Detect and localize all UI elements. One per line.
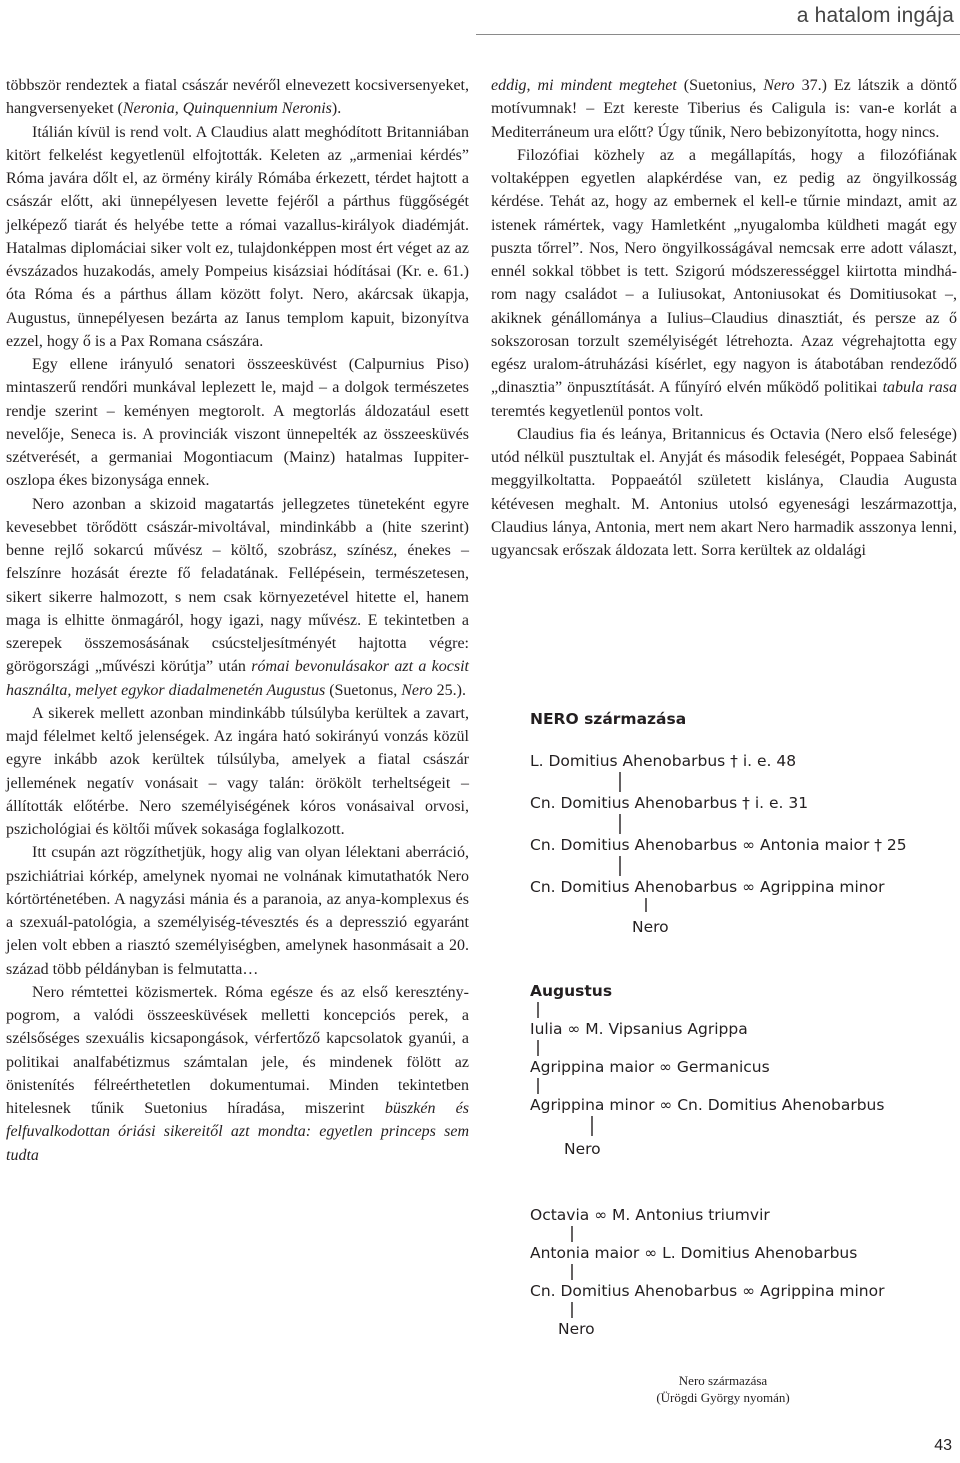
text-run: (Suetonus, xyxy=(325,681,402,699)
text-run: A sikerek mellett azonban mindinkább túlsúlyba kerültek a zavart, majd félelmet keltő jelenségek. Az ingára ható sokirányú vonzás közül egyre inkább azok kerültek túlsúlyba, amelyek a fiatal császár jellemének negatív vonásait – vagy talán: örökölt terheltségeit – állították előtérbe. Nero személyiségének kóros vonásaival orvosi, pszichológiai és költői művek sokasága foglalkozott. xyxy=(6,704,469,838)
g2-line-5: Nero xyxy=(564,1140,601,1158)
text-run: Itálián kívül is rend volt. A Claudius alatt meghódított Britanniában kitört felkelést kegyetlenül elfojtották. Keleten az „armeniai kérdés” Róma javára dőlt el, az örmény király Rómába érkezett, térdet hajtott a császár előtt, aki ünnepélyesen levette fejéről a párthus függőségét jelképező tiarát és helyébe tette a római vazallus-királyok diadémját. Hatalmas diplomáciai siker volt ez, tulajdonképpen most ért véget az az évszázados huzakodás, amely Pompeius kisázsiai hódításai (Kr. e. 61.) óta Róma és a párthus állam között folyt. Nero, akárcsak ükapja, Augustus, ünnepélyesen bezárta az Ianus templom kapuit, bizonyítva ezzel, hogy ő is a Pax Romana császára. xyxy=(6,123,469,350)
text-run: teremtés kegyetlenül pontos volt. xyxy=(491,402,704,420)
g2-line-1: Augustus xyxy=(530,982,613,1000)
italic-text-run: Nero xyxy=(763,77,795,94)
text-run: Claudius fia és leánya, Britannicus és Octavia (Nero első felesége) utód nélkül pusztultak el. Anyját és második feleségét, Poppaea Sabinát meggyilkoltatta. Poppaeától született kislánya, Claudia Augusta kétévesen meghalt. M. Antonius utolsó egyenesági leszármazottja, Claudius lánya, Antonia, mert nem akart Nero harmadik asszonya lenni, ugyancsak erőszak áldozata lett. Sorra kerültek az oldalági xyxy=(491,425,957,559)
figure-caption-line-1: Nero származása xyxy=(678,1373,768,1388)
text-run: Nero rémtettei közismertek. Róma egésze és az első keresztény-pogrom, a valódi összeesküvések melletti koncepciós perek, a szélsőséges szexuális kicsapongások, vérfertőző kapcsolatok gyanúi, a politikai analfabétizmus számtalan jele, és mindenek fölött az önistenítés félreérthetetlen dokumentumai. Minden tekintetben hitelesnek tűnik Suetonius híradása, miszerint xyxy=(6,983,469,1117)
left-column-paragraph xyxy=(6,702,469,842)
genealogy-chart xyxy=(520,700,920,1340)
g2-line-3: Agrippina maior ∞ Germanicus xyxy=(530,1058,770,1076)
text-run: ). xyxy=(331,100,342,118)
figure-caption xyxy=(600,1372,846,1406)
g3-line-2: Antonia maior ∞ L. Domitius Ahenobarbus xyxy=(530,1244,858,1262)
left-text-column xyxy=(6,74,469,1167)
g1-line-4: Cn. Domitius Ahenobarbus ∞ Agrippina minor xyxy=(530,878,885,896)
text-run: Nero azonban a skizoid magatartás jellegzetes tüneteként egyre kevesebbet törődött császár-mivoltával, mindinkább a (hite szerint) benne rejlő sokarcú művész – költő, szobrász, színész, énekes – felszínre hozását érezte fő feladatának. Fellépésein, természetesen, sikert sikerre halmozott, s nem csak környezetével hitette el, hanem maga is elhitte önmagáról, hogy igazi, nagy művész. E tekintetben a szerepek összemosásának csúcsteljesítményét hajtotta végre: görögországi „művészi körútja” után xyxy=(6,495,469,676)
running-header xyxy=(476,0,960,35)
left-column-paragraph xyxy=(6,981,469,1167)
right-column-paragraph xyxy=(491,423,957,563)
g3-line-4: Nero xyxy=(558,1320,595,1338)
right-column-paragraph xyxy=(491,74,957,144)
text-run: 37.) Ez látszik a döntő motívumnak! – Ezt kereste Tiberius és Caligula is: van-e korlát a Mediterráneum ura előtt? Úgy tűnik, Nero bebizonyította, hogy nincs. xyxy=(491,77,958,141)
g3-line-1: Octavia ∞ M. Antonius triumvir xyxy=(530,1206,770,1224)
g2-line-4: Agrippina minor ∞ Cn. Domitius Ahenobarbus xyxy=(530,1096,885,1114)
figure-caption-line-2: (Ürögdi György nyomán) xyxy=(656,1390,790,1405)
right-column-paragraph xyxy=(491,144,957,423)
right-text-column xyxy=(491,74,957,562)
italic-text-run: büszkén és felfuvalkodottan óriási sikereitől azt mondta: egyetlen princeps sem tudta xyxy=(6,1100,470,1164)
genealogy-figure xyxy=(520,700,920,1340)
page-number: 43 xyxy=(934,1437,952,1454)
running-header-title: a hatalom ingája xyxy=(796,4,954,27)
figure-heading: NERO származása xyxy=(530,710,687,728)
left-column-paragraph xyxy=(6,121,469,354)
text-run: 25.). xyxy=(432,681,466,699)
g1-line-2: Cn. Domitius Ahenobarbus † i. e. 31 xyxy=(530,794,809,812)
g3-line-3: Cn. Domitius Ahenobarbus ∞ Agrippina minor xyxy=(530,1282,885,1300)
italic-text-run: tabula rasa xyxy=(882,379,958,397)
left-column-paragraph xyxy=(6,841,469,981)
left-column-paragraph xyxy=(6,493,469,702)
italic-text-run: Neronia, Quinquennium Neronis xyxy=(122,100,332,118)
text-run: (Suetonius, xyxy=(676,77,764,94)
italic-text-run: Nero xyxy=(401,681,433,699)
italic-text-run: római bevonulásakor azt a kocsit használta, melyet egykor diadalmenetén Augustus xyxy=(6,658,469,699)
text-run: többször rendeztek a fiatal császár nevéről elnevezett kocsiversenyeket, hangversenyeket ( xyxy=(6,77,469,118)
text-run: Egy ellene irányuló senatori összeesküvést (Calpurnius Piso) mintaszerű rendőri munkával leplezett le, majd – a dolgok természetes rendje szerint – keményen megtorolt. A megtorlás áldozatául esett nevelője, Seneca is. A provinciák viszont ünnepelték az összeesküvés szétverését, a germaniai Mogontiacum (Mainz) hatalmas Iuppiter-oszlopa ékes bizonysága ennek. xyxy=(6,356,469,490)
text-run: Itt csupán azt rögzíthetjük, hogy alig van olyan lélektani aberráció, pszichiátriai kórkép, amelynek nyomai ne volnának kimutathatók Nero kórtörténetében. A nagyzási mánia és a paranoia, az anya-komplexus és a szexuál-patológia, a személyiség-tévesztés és a depresszió egyaránt jelen volt ebben a riasztó személyiségben, amelynek hasonmásait a 20. század több példányban is felmutatta… xyxy=(6,844,469,978)
left-column-paragraph xyxy=(6,353,469,493)
g1-line-3: Cn. Domitius Ahenobarbus ∞ Antonia maior † 25 xyxy=(530,836,907,854)
text-run: Filozófiai közhely az a megállapítás, hogy a filozófiának voltaképpen egyetlen alapkérdése van, ez pedig az öngyilkosság kérdése. Tehát az, hogy az embernek el kell-e tűrnie mindazt, amit az istenek rámértek, vagy Hamletként „nyugalomba küldheti magát egy puszta tőrrel”. Nos, Nero öngyilkosságával nemcsak erre adott választ, ennél sokkal többet is tett. Szigorú módszerességgel kiirtotta mindhárom nagy családot – a Iuliusokat, Antoniusokat és Domitiusokat –, akiknek génállománya a Iulius–Claudius dinasztiát, és persze az ő sokszorosan torzult személyiségét létrehozta. Azaz végrehajtotta egy egész uralom-átruházási kísérlet, egy nagyon is átabotában rendeződő „dinasztia” önpusztítását. A fűnyíró elvén működő politikai xyxy=(491,146,957,397)
g1-line-1: L. Domitius Ahenobarbus † i. e. 48 xyxy=(530,752,797,770)
g2-line-2: Iulia ∞ M. Vipsanius Agrippa xyxy=(530,1020,748,1038)
g1-line-5: Nero xyxy=(632,918,669,936)
italic-text-run: eddig, mi mindent megtehet xyxy=(491,77,677,94)
left-column-paragraph xyxy=(6,74,469,121)
